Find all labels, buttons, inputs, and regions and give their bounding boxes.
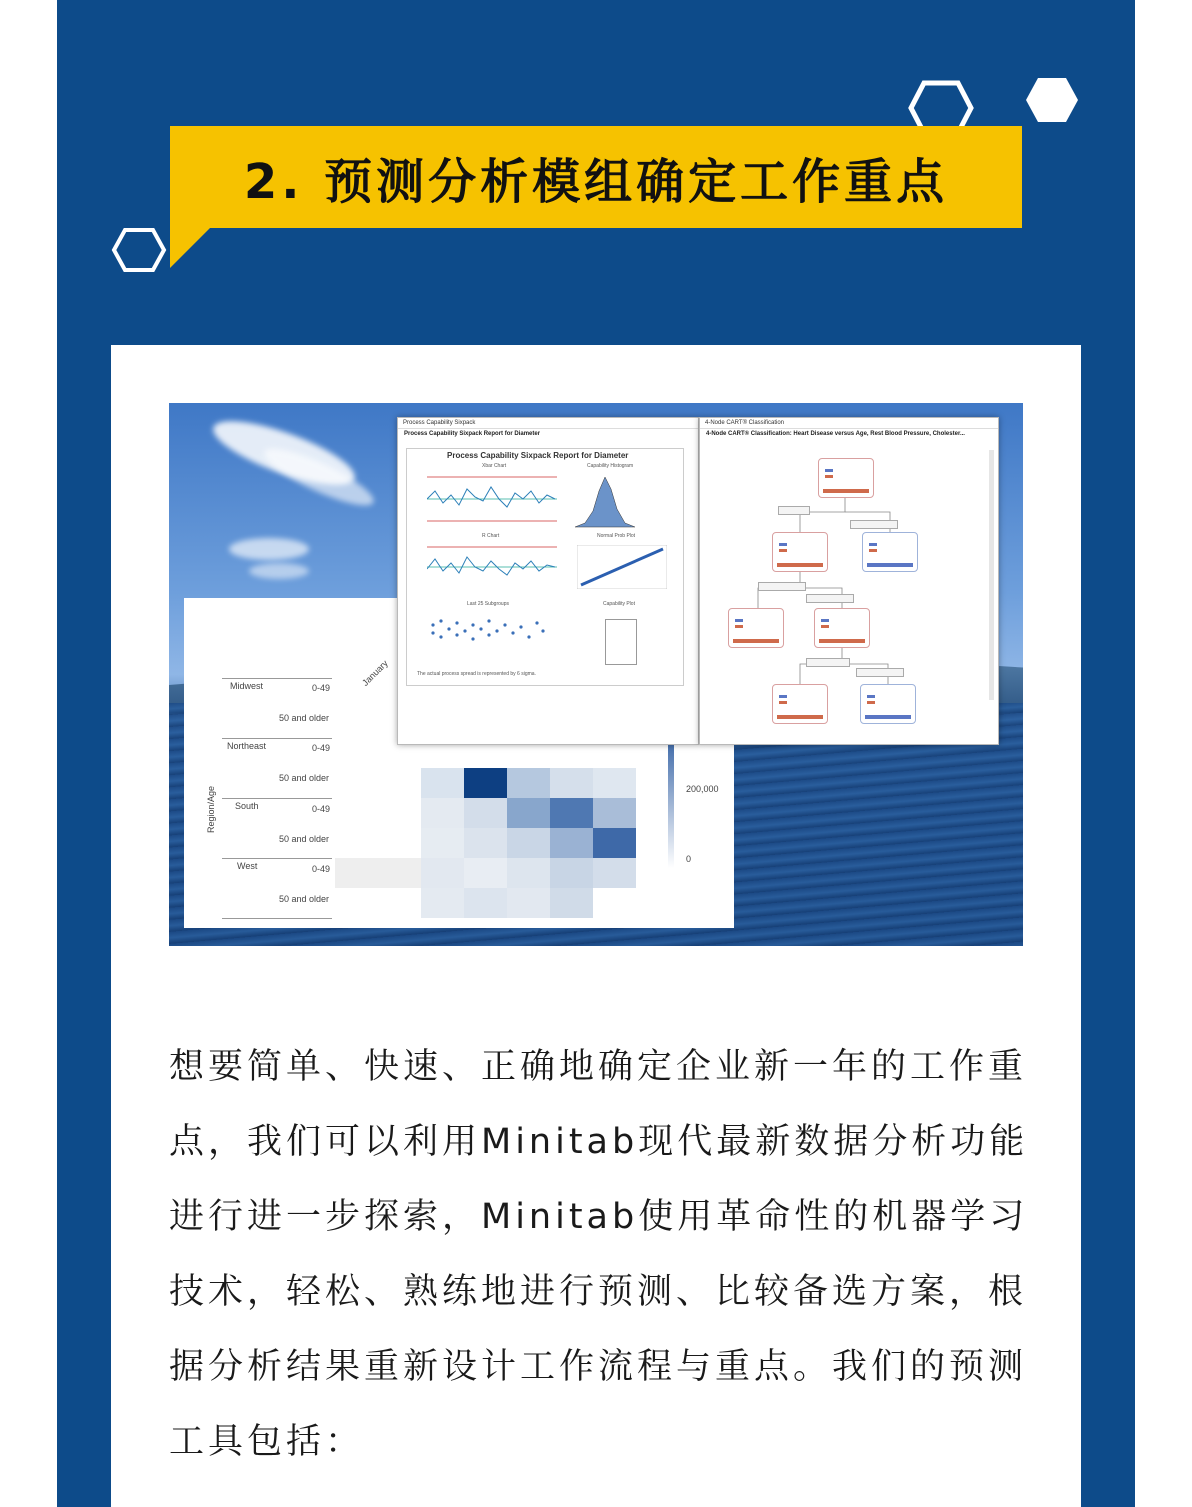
panel-label: Capability Plot [603, 601, 635, 607]
tree-node [814, 608, 870, 648]
split-tag [806, 658, 850, 667]
age-label: 0-49 [312, 743, 331, 753]
age-label: 50 and older [279, 713, 330, 723]
capability-plot-box [605, 619, 637, 665]
tree-node [772, 532, 828, 572]
tree-node [728, 608, 784, 648]
age-label: 50 and older [279, 834, 330, 844]
tree-node [860, 684, 916, 724]
body-paragraph: 想要简单、快速、正确地确定企业新一年的工作重点，我们可以利用Minitab现代最新数据分析功能进行进一步探索，Minitab使用革命性的机器学习技术，轻松、熟练地进行预测、比较备选方案，根据分析结果重新设计工作流程与重点。我们的预测工具包括： [169, 1047, 1029, 1462]
age-label: 50 and older [279, 773, 330, 783]
age-label: 50 and older [279, 894, 330, 904]
window-scrollbar[interactable] [989, 450, 994, 700]
panel-label: Capability Histogram [587, 463, 634, 469]
cloud [229, 538, 309, 560]
banner-tail [170, 226, 212, 272]
tree-node [862, 532, 918, 572]
hexagon-outline-icon-small [111, 227, 167, 273]
tree-node [772, 684, 828, 724]
region-label: Northeast [227, 741, 267, 751]
region-label: Midwest [230, 681, 264, 691]
legend-min-label: 0 [686, 854, 692, 864]
sixpack-chart-area [406, 448, 684, 686]
cloud [249, 563, 309, 579]
heatmap-legend-bar [668, 738, 674, 868]
histogram-mini-chart [575, 471, 635, 529]
window-tab: 4-Node CART® Classification [700, 418, 998, 429]
age-label: 0-49 [312, 804, 331, 814]
prob-plot-mini-chart [577, 545, 667, 589]
tree-node [818, 458, 874, 498]
window-subtitle: 4-Node CART® Classification: Heart Disease versus Age, Rest Blood Pressure, Cholester... [706, 431, 965, 437]
page-title: 2. 预测分析模组确定工作重点 [243, 153, 949, 210]
heatmap-column-label: January [360, 658, 390, 688]
hexagon-filled-icon [1024, 76, 1080, 124]
split-tag [758, 582, 806, 591]
title-banner [170, 126, 1022, 228]
split-tag [806, 594, 854, 603]
split-tag [856, 668, 904, 677]
heatmap-y-axis-label: Region/Age [206, 785, 216, 833]
panel-label: Xbar Chart [482, 463, 507, 469]
panel-label: Normal Prob Plot [597, 533, 636, 539]
legend-max-label: 200,000 [686, 784, 719, 794]
age-label: 0-49 [312, 864, 331, 874]
window-tab: Process Capability Sixpack [398, 418, 698, 429]
age-label: 0-49 [312, 683, 331, 693]
window-subtitle: Process Capability Sixpack Report for Diameter [404, 431, 541, 437]
subgroups-mini-chart [427, 611, 547, 651]
software-screenshot [169, 403, 1023, 946]
split-tag [778, 506, 810, 515]
panel-label: Last 25 Subgroups [467, 601, 509, 607]
cart-classification-window [699, 417, 999, 745]
split-tag [850, 520, 898, 529]
panel-label: R Chart [482, 533, 500, 539]
region-label: South [235, 801, 259, 811]
sixpack-chart-title: Process Capability Sixpack Report for Diameter [447, 451, 629, 460]
rchart-mini-chart [427, 541, 557, 593]
sixpack-report-window [397, 417, 699, 745]
xbar-mini-chart [427, 469, 557, 529]
sixpack-footnote: The actual process spread is represented by 6 sigma. [417, 671, 536, 677]
region-label: West [237, 861, 258, 871]
